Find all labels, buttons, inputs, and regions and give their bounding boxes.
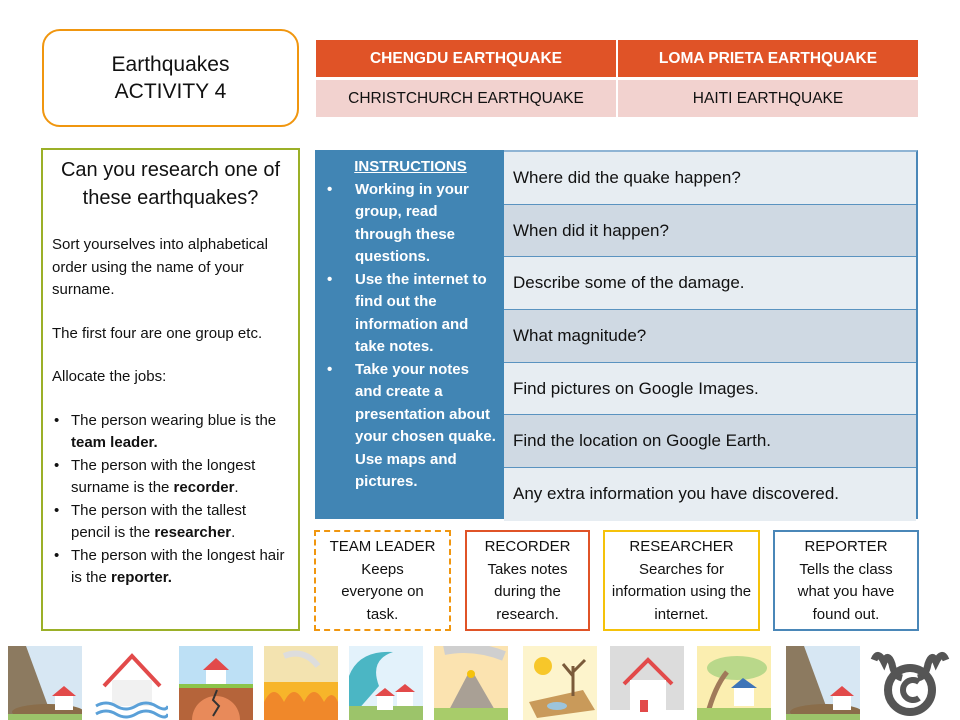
questions-table	[504, 150, 918, 519]
role-name: RESEARCHER	[629, 538, 734, 555]
title-line-1: Earthquakes	[111, 53, 230, 76]
question-row: What magnitude?	[504, 310, 916, 363]
job-list	[52, 410, 289, 590]
earthquake-options-table	[316, 40, 918, 117]
title-box	[42, 29, 299, 127]
job-role: team leader.	[71, 434, 158, 451]
role-name: RECORDER	[484, 538, 571, 555]
role-card-researcher	[603, 530, 760, 631]
instructions-list	[323, 179, 496, 494]
instructions-title: INSTRUCTIONS	[354, 158, 467, 175]
instructions-panel	[315, 150, 504, 519]
windstorm-icon	[697, 646, 771, 720]
group-instructions-panel	[41, 148, 300, 631]
panel-heading: Can you research one of these earthquakes?	[60, 159, 281, 209]
quake-haiti: HAITI EARTHQUAKE	[618, 80, 918, 117]
allocate-label: Allocate the jobs:	[52, 368, 167, 385]
question-row: Find pictures on Google Images.	[504, 363, 916, 416]
job-text: The person wearing blue is the	[71, 411, 277, 429]
title-line-2: ACTIVITY 4	[114, 80, 227, 103]
role-description: Tells the class what you have found out.	[797, 560, 895, 623]
earthquake-icon	[179, 646, 253, 720]
sort-instruction: Sort yourselves into alphabetical order using the name of your surname.	[52, 236, 268, 298]
job-role: reporter.	[111, 569, 172, 586]
job-text-end: .	[234, 479, 239, 496]
landslide-icon	[786, 646, 860, 720]
instruction-item: • Take your notes and create a presentation about your chosen quake. Use maps and pictures.	[323, 359, 496, 494]
job-item	[52, 455, 289, 500]
job-item	[52, 500, 289, 545]
quake-chengdu: CHENGDU EARTHQUAKE	[316, 40, 616, 77]
instruction-item: • Working in your group, read through these questions.	[323, 179, 496, 269]
role-name: TEAM LEADER	[329, 538, 436, 555]
role-description: Takes notes during the research.	[487, 560, 568, 623]
question-row: Describe some of the damage.	[504, 257, 916, 310]
role-name: REPORTER	[804, 538, 888, 555]
job-text: The person with the tallest pencil is the	[71, 501, 247, 541]
role-card-reporter	[773, 530, 919, 631]
snowstorm-icon	[610, 646, 684, 720]
moose-copyright-logo	[870, 646, 950, 720]
tsunami-icon	[349, 646, 423, 720]
quake-christchurch: CHRISTCHURCH EARTHQUAKE	[316, 80, 616, 117]
wildfire-icon	[264, 646, 338, 720]
job-role: researcher	[154, 524, 232, 541]
role-description: Keeps everyone on task.	[341, 560, 424, 623]
drought-icon	[523, 646, 597, 720]
job-text-end: .	[231, 524, 236, 541]
job-item	[52, 545, 289, 590]
question-row: Find the location on Google Earth.	[504, 415, 916, 468]
job-text: The person with the longest surname is the	[71, 456, 256, 496]
role-card-recorder	[465, 530, 590, 631]
group-instruction: The first four are one group etc.	[52, 324, 263, 342]
role-description: Searches for information using the internet.	[611, 560, 752, 623]
instruction-item: • Use the internet to find out the information and take notes.	[323, 269, 496, 359]
job-text: The person with the longest hair is the	[71, 546, 285, 586]
role-card-team-leader	[314, 530, 451, 631]
question-row: Any extra information you have discovered.	[504, 468, 916, 521]
job-role: recorder	[173, 479, 235, 496]
question-row: When did it happen?	[504, 205, 916, 258]
volcano-icon	[434, 646, 508, 720]
flood-icon	[94, 646, 168, 720]
question-row: Where did the quake happen?	[504, 152, 916, 205]
landslide-icon	[8, 646, 82, 720]
job-item	[52, 410, 289, 455]
quake-loma-prieta: LOMA PRIETA EARTHQUAKE	[618, 40, 918, 77]
